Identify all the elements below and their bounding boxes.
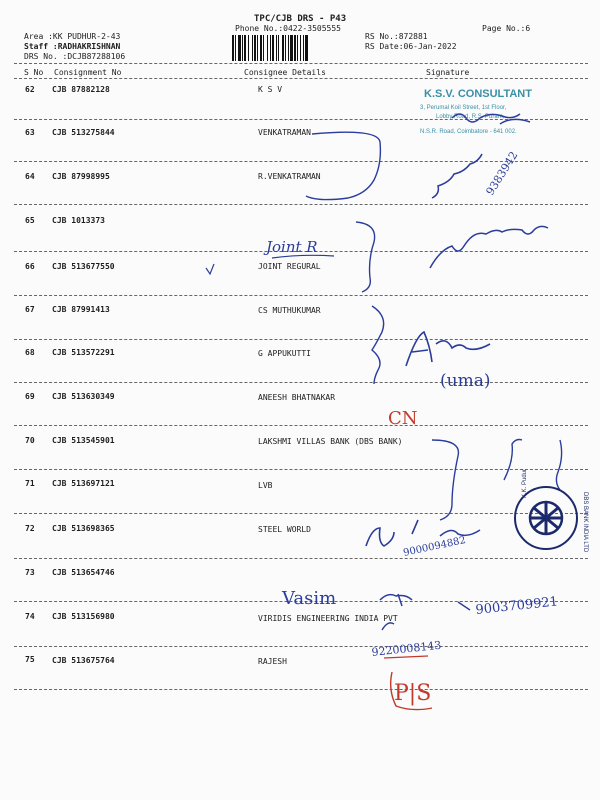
row-consignment: CJB 513156980 bbox=[52, 612, 115, 621]
handwritten-number: 9003709921 bbox=[474, 594, 559, 618]
bracket-mark bbox=[432, 440, 458, 520]
document-title: TPC/CJB DRS - P43 bbox=[254, 14, 347, 24]
row-divider bbox=[14, 469, 588, 470]
divider bbox=[14, 78, 588, 79]
row-sno: 73 bbox=[25, 568, 35, 577]
row-consignment: CJB 513275844 bbox=[52, 128, 115, 137]
row-divider bbox=[14, 119, 588, 120]
stamp-branch: K.K. Pudur bbox=[522, 468, 528, 498]
phone-number: Phone No.:0422-3505555 bbox=[235, 24, 341, 33]
barcode bbox=[232, 35, 354, 61]
row-consignment: CJB 87991413 bbox=[52, 305, 110, 314]
row-sno: 68 bbox=[25, 348, 35, 357]
area-label: Area :KK PUDHUR-2-43 bbox=[24, 32, 121, 41]
handwritten-initials: CN bbox=[388, 408, 418, 429]
row-sno: 65 bbox=[25, 216, 35, 225]
row-sno: 71 bbox=[25, 479, 35, 488]
row-divider bbox=[14, 425, 588, 426]
drs-number: DRS No. :DCJB87288106 bbox=[24, 52, 126, 61]
page-number: Page No.:6 bbox=[482, 24, 531, 33]
row-consignee: K S V bbox=[258, 85, 283, 94]
row-consignee: ANEESH BHATNAKAR bbox=[258, 393, 336, 402]
row-consignment: CJB 1013373 bbox=[52, 216, 105, 225]
row-consignment: CJB 513630349 bbox=[52, 392, 115, 401]
row-consignee: VENKATRAMAN bbox=[258, 128, 311, 137]
signature-scribble bbox=[500, 119, 530, 124]
handwritten-number: 9383942 bbox=[483, 149, 521, 198]
row-consignee: STEEL WORLD bbox=[258, 525, 311, 534]
row-consignment: CJB 87882128 bbox=[52, 85, 110, 94]
signature-scribble bbox=[440, 530, 480, 536]
signature-scribble bbox=[430, 226, 548, 268]
signature-scribble bbox=[406, 332, 490, 366]
handwritten-number: 9220008143 bbox=[370, 638, 442, 659]
signature-scribble bbox=[452, 114, 520, 122]
column-header-consignee: Consignee Details bbox=[244, 68, 326, 77]
divider bbox=[14, 63, 588, 64]
column-header-consignment: Consignment No bbox=[54, 68, 122, 77]
row-consignee: JOINT REGURAL bbox=[258, 262, 321, 271]
staff-label: Staff :RADHAKRISHNAN bbox=[24, 42, 121, 51]
row-sno: 66 bbox=[25, 262, 35, 271]
handwritten-number: 9000094882 bbox=[402, 534, 467, 559]
stamp-company: K.S.V. CONSULTANT bbox=[424, 88, 532, 100]
row-sno: 62 bbox=[25, 85, 35, 94]
row-sno: 70 bbox=[25, 436, 35, 445]
row-sno: 75 bbox=[25, 655, 35, 664]
signature-scribble bbox=[556, 440, 561, 490]
stamp-address-1: 3, Perumal Koil Street, 1st Floor, bbox=[420, 105, 507, 111]
row-divider bbox=[14, 646, 588, 647]
rs-date: RS Date:06-Jan-2022 bbox=[365, 42, 457, 51]
row-sno: 74 bbox=[25, 612, 35, 621]
bracket-mark bbox=[356, 222, 375, 292]
row-consignment: CJB 513698365 bbox=[52, 524, 115, 533]
handwritten-name: Vasim bbox=[282, 588, 337, 609]
underline-mark bbox=[384, 656, 428, 658]
underline-mark bbox=[391, 672, 432, 710]
underline-mark bbox=[272, 255, 334, 258]
rs-number: RS No.:872881 bbox=[365, 32, 428, 41]
row-divider bbox=[14, 251, 588, 252]
row-divider bbox=[14, 382, 588, 383]
row-consignment: CJB 513675764 bbox=[52, 656, 115, 665]
row-sno: 64 bbox=[25, 172, 35, 181]
row-consignee: CS MUTHUKUMAR bbox=[258, 306, 321, 315]
row-consignment: CJB 513697121 bbox=[52, 479, 115, 488]
row-divider bbox=[14, 161, 588, 162]
row-divider bbox=[14, 204, 588, 205]
row-consignee: R.VENKATRAMAN bbox=[258, 172, 321, 181]
signature-scribble bbox=[380, 594, 412, 606]
row-consignee: LAKSHMI VILLAS BANK (DBS BANK) bbox=[258, 437, 403, 446]
signature-scribble bbox=[366, 520, 418, 546]
row-sno: 72 bbox=[25, 524, 35, 533]
row-divider bbox=[14, 689, 588, 690]
arrow-mark bbox=[458, 602, 470, 610]
row-divider bbox=[14, 339, 588, 340]
row-consignment: CJB 513677550 bbox=[52, 262, 115, 271]
row-divider bbox=[14, 513, 588, 514]
row-consignee: RAJESH bbox=[258, 657, 287, 666]
handwritten-name: (uma) bbox=[440, 371, 491, 391]
handwritten-initials: P|S bbox=[394, 681, 432, 706]
row-consignment: CJB 87998995 bbox=[52, 172, 110, 181]
tick-mark bbox=[206, 264, 214, 274]
row-consignee: G APPUKUTTI bbox=[258, 349, 311, 358]
handwritten-name: Joint R bbox=[266, 238, 318, 256]
row-consignment: CJB 513654746 bbox=[52, 568, 115, 577]
row-consignment: CJB 513572291 bbox=[52, 348, 115, 357]
bank-stamp bbox=[515, 469, 588, 553]
red-initials bbox=[384, 656, 432, 710]
bracket-mark bbox=[372, 306, 384, 384]
row-divider bbox=[14, 601, 588, 602]
stamp-address-2: Lobby Road, R.S. Puram, bbox=[436, 114, 505, 120]
stamp-address-3: N.S.R. Road, Coimbatore - 641 002. bbox=[420, 129, 517, 135]
column-header-sno: S No bbox=[24, 68, 44, 77]
stamp-bank: DBS BANK INDIA LTD bbox=[582, 492, 588, 553]
row-consignee: VIRIDIS ENGINEERING INDIA PVT bbox=[258, 614, 398, 623]
row-sno: 69 bbox=[25, 392, 35, 401]
row-sno: 63 bbox=[25, 128, 35, 137]
ksv-stamp bbox=[420, 88, 532, 135]
bracket-mark bbox=[306, 132, 380, 199]
column-header-signature: Signature bbox=[426, 68, 470, 77]
row-divider bbox=[14, 295, 588, 296]
row-sno: 67 bbox=[25, 305, 35, 314]
row-consignee: LVB bbox=[258, 481, 273, 490]
signature-scribble bbox=[504, 440, 522, 481]
row-divider bbox=[14, 558, 588, 559]
row-consignment: CJB 513545901 bbox=[52, 436, 115, 445]
